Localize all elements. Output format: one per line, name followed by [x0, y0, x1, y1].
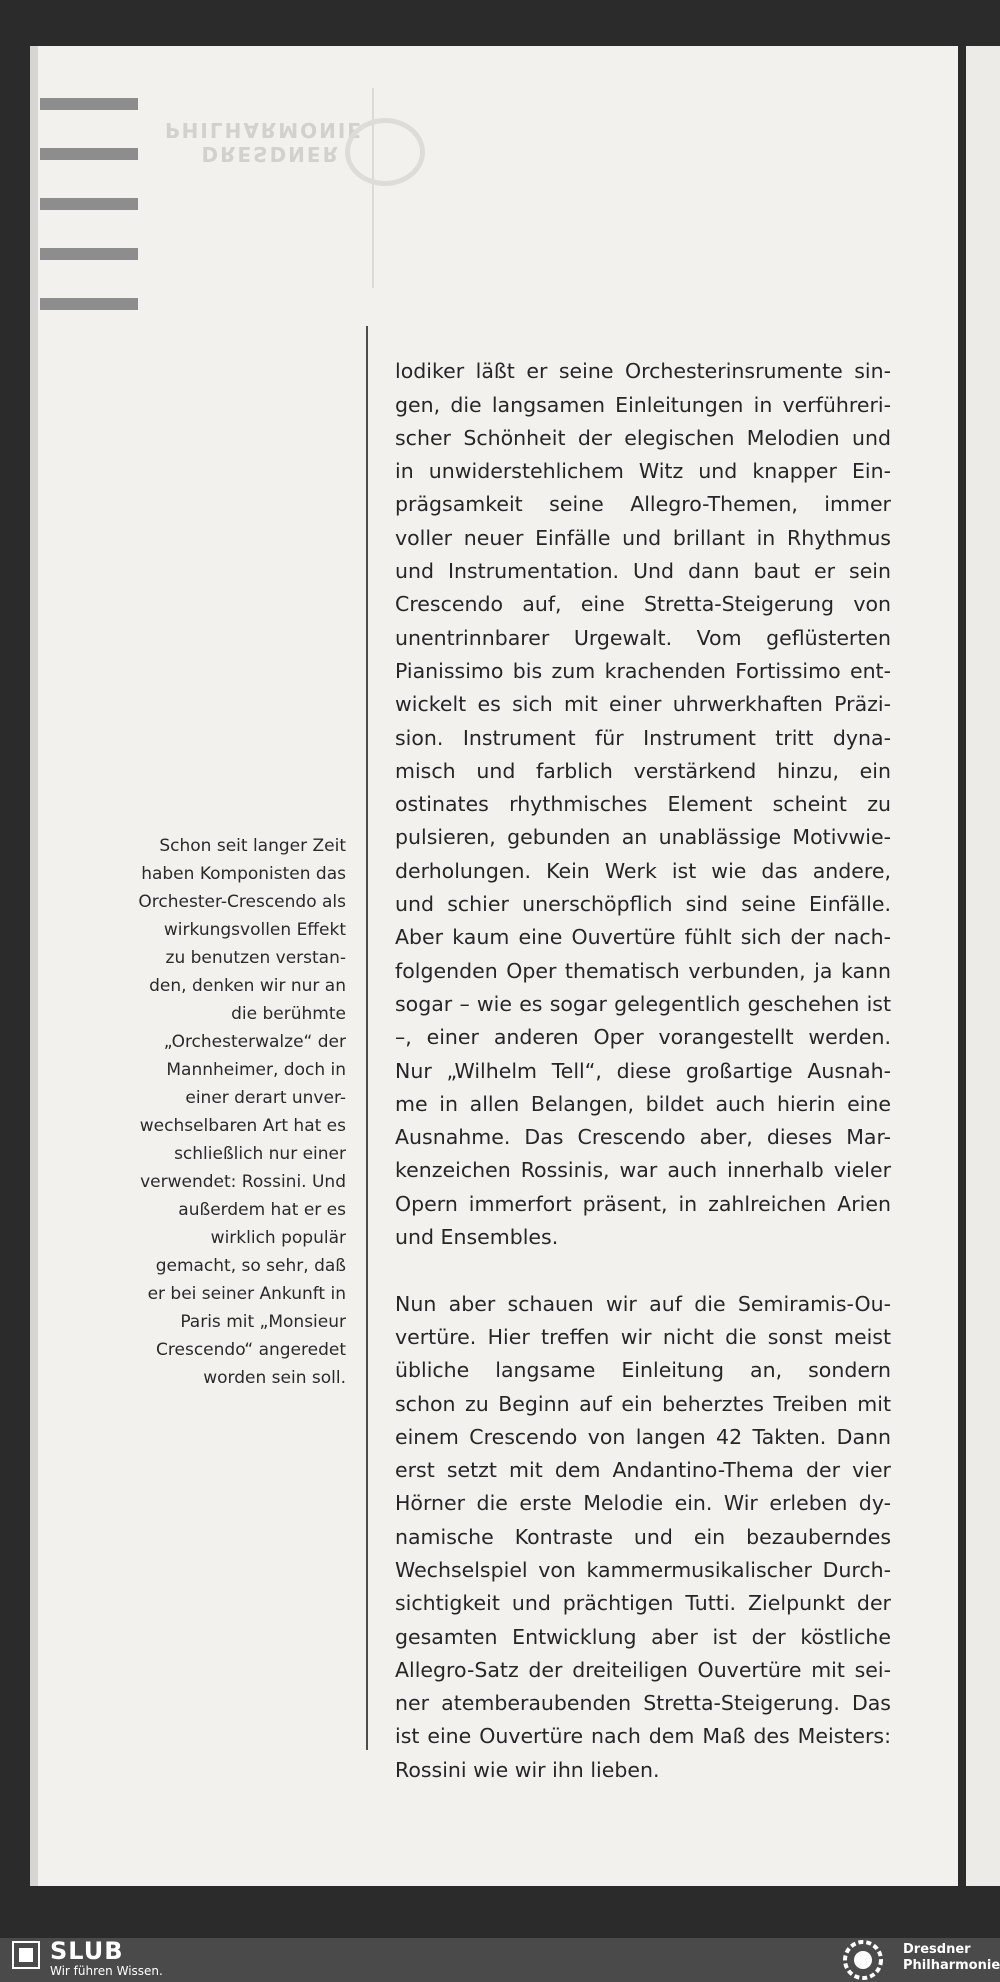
margin-tick-mark — [40, 148, 138, 160]
body-text — [395, 322, 891, 1820]
next-page-edge — [966, 46, 1000, 1886]
bleed-through-logo-icon — [345, 118, 425, 186]
paragraph-2: Nun aber schauen wir auf die Semiramis-Ou- vertüre. Hier treffen wir nicht die sonst meist übliche langsame Einleitung an, sondern schon zu Beginn auf ein beherztes Treiben mit einem Crescendo von langen 42 Takten. Dann erst setzt mit dem Andantino-Thema der vier Hörner die erste Melodie ein. Wir erleben dy- namische Kontraste und ein bezauberndes Wechselspiel von kammermusikalischer Durch- sichtigkeit und prächtigen Tutti. Zielpunkt der gesamten Entwicklung aber ist der köstliche Allegro-Satz der dreiteiligen Ouvertüre mit sei- ner atemberaubenden Stretta-Steigerung. Das ist eine Ouvertüre nach dem Maß des Meisters: — [395, 1291, 891, 1749]
bleed-through-rule — [372, 88, 374, 288]
margin-tick-mark — [40, 198, 138, 210]
column-rule — [366, 326, 368, 1750]
paragraph-1-end: und Ensembles. — [395, 1225, 559, 1250]
slub-title[interactable]: SLUB — [50, 1937, 124, 1965]
bleed-through-logo: DRESDNER PHILHARMONIE — [165, 118, 363, 166]
slub-subtitle: Wir führen Wissen. — [50, 1964, 163, 1978]
slub-logo-icon — [12, 1941, 40, 1969]
margin-tick-mark — [40, 248, 138, 260]
dresdner-philharmonie-logo-icon — [842, 1939, 884, 1981]
margin-tick-mark — [40, 298, 138, 310]
dresdner-philharmonie-label[interactable]: Dresdner Philharmonie — [903, 1942, 1000, 1973]
paragraph-1: lodiker läßt er seine Orchesterinsrumente sin- gen, die langsamen Einleitungen in verführeri- scher Schönheit der elegischen Melodien und in unwiderstehlichem Witz und knapper Ein- prägsamkeit seine Allegro-Themen, immer voller neuer Einfälle und brillant in Rhythmus und Instrumentation. Und dann baut er sein Crescendo auf, eine Stretta-Steigerung von unentrinnbarer Urgewalt. Vom geflüsterten Pianissimo bis zum krachenden Fortissimo ent- wickelt es sich mit einer uhrwerkhaften Präzi- sion. Instrument für Instrument tritt dyna- misch und farblich verstärkend hinzu, ein ostinates rhythmisches Element scheint zu pulsieren, gebunden an unablässige Motivwie- derholungen. Kein Werk ist wie das andere, und schier unerschöpflich sind seine Einfälle. Aber kaum eine Ouvertüre fühlt sich der nach- folgenden Oper thematisch verbunden, ja kann sogar – wie es sogar gelegentlich geschehen ist –, einer anderen Oper vorangestellt werden. Nur „Wilhelm Tell“, diese großartige Ausnah- me in allen Belangen, bildet auch hierin eine Ausnahme. Das Crescendo aber, dieses Mar- kenzeichen Rossinis, war auch innerhalb vieler Opern immerfort präsent, in zahlreichen Arien — [395, 359, 891, 1216]
page-gutter — [30, 46, 38, 1886]
paragraph-2-end: Rossini wie wir ihn lieben. — [395, 1757, 660, 1782]
margin-tick-mark — [40, 98, 138, 110]
margin-note: Schon seit langer Zeit haben Komponisten das Orchester-Crescendo als wirkungsvollen Effekt zu benutzen verstan- den, denken wir nur an die berühmte „Orchesterwalze“ der Mannheimer, doch in einer derart unver- wechselbaren Art hat es schließlich nur einer verwendet: Rossini. Und außerdem hat er es wirklich populär gemacht, so sehr, daß er bei seiner Ankunft in Paris mit „Monsieur Crescendo“ angeredet worden sein soll. — [138, 836, 346, 1388]
